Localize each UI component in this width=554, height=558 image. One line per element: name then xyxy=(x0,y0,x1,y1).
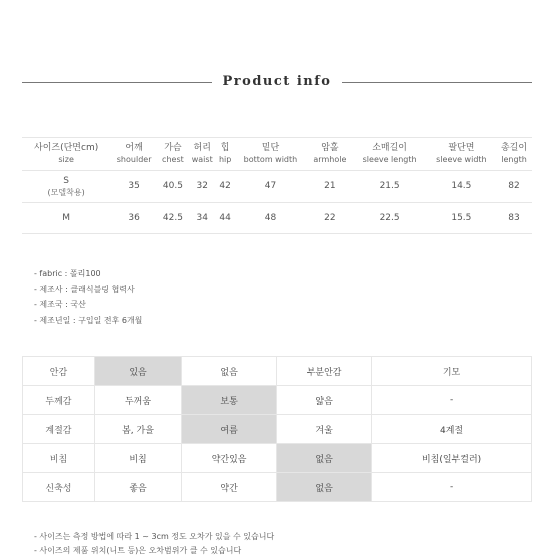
page-title: Product info xyxy=(222,74,332,89)
value-cell: 21 xyxy=(307,171,352,203)
feature-option: 비침 xyxy=(94,444,181,473)
title-divider-left xyxy=(22,82,212,83)
feature-option: 보통 xyxy=(182,386,277,415)
feature-label: 비침 xyxy=(23,444,95,473)
header-cell: 암홀 armhole xyxy=(307,138,352,171)
feature-option: 비침(일부컬러) xyxy=(372,444,532,473)
table-row xyxy=(22,171,532,203)
value-cell: 40.5 xyxy=(158,171,188,203)
note-item: - 사이즈의 제품 위치(니트 등)은 오차범위가 클 수 있습니다 xyxy=(34,546,242,555)
feature-label: 계절감 xyxy=(23,415,95,444)
header-cell: 힙 hip xyxy=(217,138,234,171)
title-section xyxy=(22,72,532,92)
size-table-header xyxy=(22,138,532,171)
feature-option: 없음 xyxy=(182,357,277,386)
feature-row-sheerness xyxy=(23,444,532,473)
feature-option: 기모 xyxy=(372,357,532,386)
feature-option: 봄, 가을 xyxy=(94,415,181,444)
header-cell: 허리 waist xyxy=(188,138,217,171)
value-cell: 22.5 xyxy=(353,203,427,234)
info-manufacturer: - 제조사 : 클래식블링 협력사 xyxy=(34,284,135,294)
title-divider-right xyxy=(342,82,532,83)
feature-option: 약간 xyxy=(182,473,277,502)
feature-label: 두께감 xyxy=(23,386,95,415)
value-cell: 47 xyxy=(234,171,308,203)
value-cell: 83 xyxy=(496,203,532,234)
feature-option: 좋음 xyxy=(94,473,181,502)
feature-option: 약간있음 xyxy=(182,444,277,473)
value-cell: 14.5 xyxy=(427,171,496,203)
header-cell: 가슴 chest xyxy=(158,138,188,171)
feature-row-lining xyxy=(23,357,532,386)
value-cell: 36 xyxy=(110,203,158,234)
header-cell: 팔단면 sleeve width xyxy=(427,138,496,171)
feature-option: 없음 xyxy=(277,444,372,473)
header-cell: 사이즈(단면cm) size xyxy=(22,138,110,171)
feature-option: - xyxy=(372,386,532,415)
value-cell: 44 xyxy=(217,203,234,234)
value-cell: 22 xyxy=(307,203,352,234)
feature-row-thickness xyxy=(23,386,532,415)
value-cell: 32 xyxy=(188,171,217,203)
feature-option: 없음 xyxy=(277,473,372,502)
feature-option: 겨울 xyxy=(277,415,372,444)
feature-row-season xyxy=(23,415,532,444)
value-cell: 35 xyxy=(110,171,158,203)
size-table xyxy=(22,137,532,234)
feature-option: 있음 xyxy=(94,357,181,386)
value-cell: 15.5 xyxy=(427,203,496,234)
product-info-list xyxy=(34,266,142,328)
feature-label: 안감 xyxy=(23,357,95,386)
value-cell: 82 xyxy=(496,171,532,203)
feature-option: - xyxy=(372,473,532,502)
feature-option: 4계절 xyxy=(372,415,532,444)
feature-row-stretch xyxy=(23,473,532,502)
header-cell: 소매길이 sleeve length xyxy=(353,138,427,171)
header-cell: 밑단 bottom width xyxy=(234,138,308,171)
table-row xyxy=(22,203,532,234)
header-cell: 어깨 shoulder xyxy=(110,138,158,171)
value-cell: 21.5 xyxy=(353,171,427,203)
note-item: - 사이즈는 측정 방법에 따라 1 ~ 3cm 정도 오차가 있을 수 있습니다 xyxy=(34,532,275,541)
value-cell: 34 xyxy=(188,203,217,234)
feature-table xyxy=(22,356,532,502)
feature-option: 얇음 xyxy=(277,386,372,415)
feature-option: 여름 xyxy=(182,415,277,444)
feature-option: 부분안감 xyxy=(277,357,372,386)
info-country: - 제조국 : 국산 xyxy=(34,300,86,309)
header-cell: 총길이 length xyxy=(496,138,532,171)
value-cell: 48 xyxy=(234,203,308,234)
size-cell: M xyxy=(22,203,110,234)
feature-label: 신축성 xyxy=(23,473,95,502)
size-cell: S (모델착용) xyxy=(22,171,110,203)
feature-option: 두꺼움 xyxy=(94,386,181,415)
info-date: - 제조년일 : 구입일 전후 6개월 xyxy=(34,315,143,325)
info-fabric: - fabric : 폴리100 xyxy=(34,269,101,278)
value-cell: 42 xyxy=(217,171,234,203)
value-cell: 42.5 xyxy=(158,203,188,234)
